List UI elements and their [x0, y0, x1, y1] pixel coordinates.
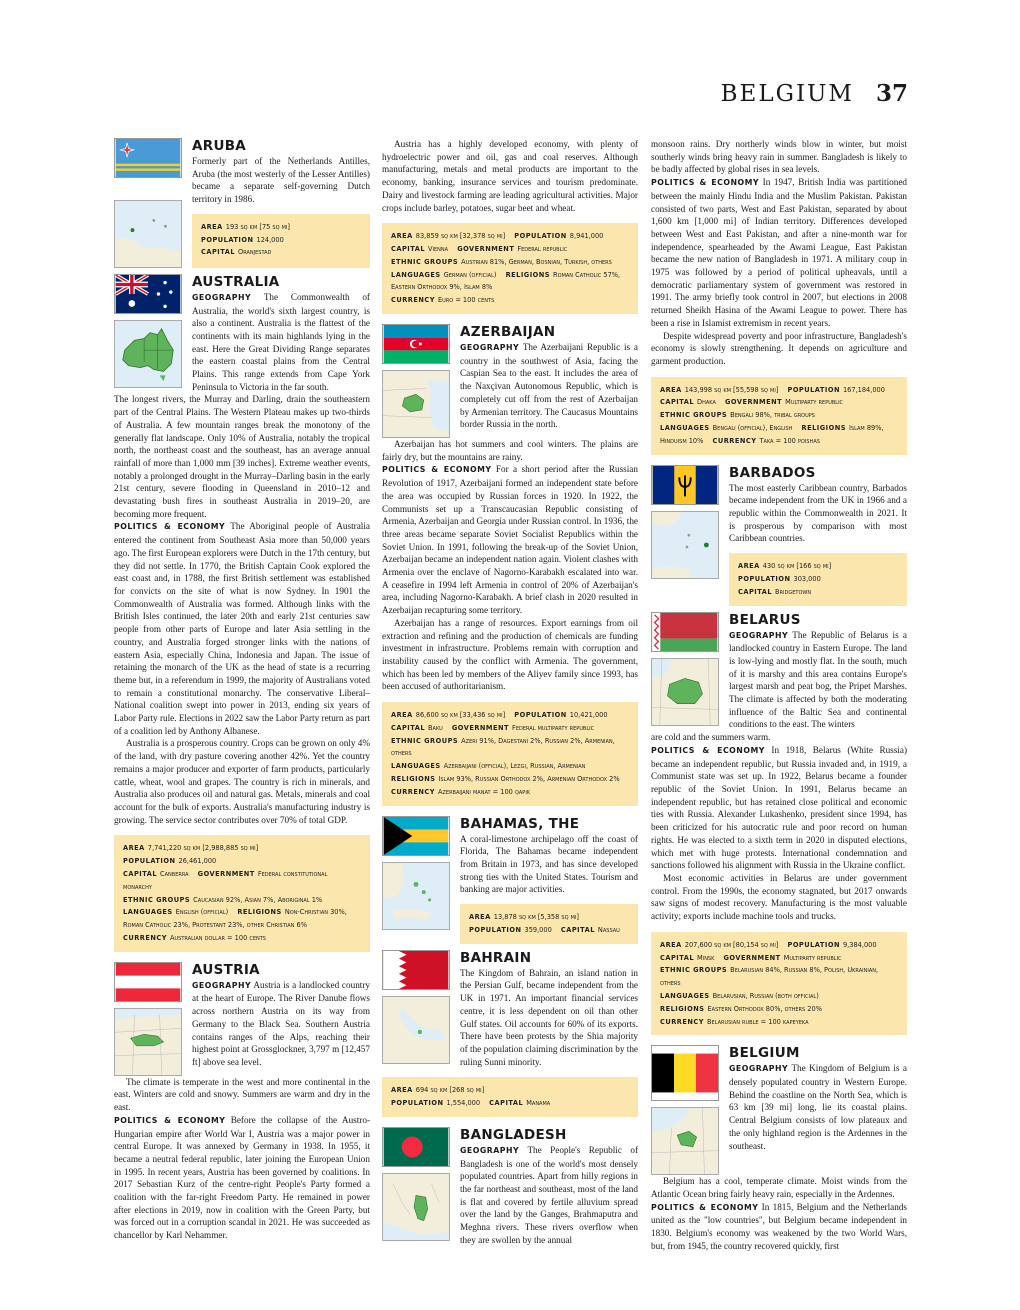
entry-austria [114, 962, 370, 1076]
australia-flag-icon [114, 274, 182, 314]
bangladesh-heading: BANGLADESH [460, 1126, 567, 1143]
bangladesh-flag-icon [382, 1127, 450, 1167]
entry-bahrain [382, 950, 638, 1069]
austria-facts: AREA 83,859 sq km [32,378 sq mi] POPULATION 8,941,000 CAPITAL Vienna GOVERNMENT Federal republic ETHNIC GROUPS Austrian 81%, German, Bosnian, Turkish, others LANGUAGES German (official) RELIGIONS Roman Catholic 57%, Eastern Orthodox 9%, Islam 8% CURRENCY Euro = 100 cents [382, 223, 638, 314]
bangladesh-geography-b: monsoon rains. Dry northerly winds blow in winter, but moist southerly winds bring heavy rain in summer. Bangladesh is likely to be badly affected by global rises in sea levels. [651, 139, 907, 175]
austria-geography-b: The climate is temperate in the west and more continental in the east. Winters are cold and snowy. Summers are warm and dry in the east. [114, 1076, 370, 1113]
entry-belarus [651, 612, 907, 732]
column-2 [382, 138, 638, 1247]
entry-australia [114, 274, 370, 394]
belarus-politics: POLITICS & ECONOMY In 1918, Belarus (White Russia) became an independent republic, but Russia invaded and, in 1919, a Communist state was set up. In 1922, Belarus became a founder republic of the Soviet Union. In 1991, Belarus became an independent republic, but has retained close political and economic ties with Russia. Alexander Lukashenko, president since 1994, has been criticized for his autocratic rule and poor record on human rights. He was elected to a sixth term in 2020 in disputed elections, which met with huge protests. International condemnation and sanctions followed his alignment with Russia in the Ukraine conflict. [651, 744, 908, 871]
page-header [721, 80, 908, 107]
azerbaijan-economy: Azerbaijan has a range of resources. Export earnings from oil extraction and refining and the production of chemicals are funding investment in infrastructure. Problems remain with corruption and instability caused by the conflict with Armenia. The government, which has been led by members of the Aliyev family since 1993, has been accused of authoritarianism. [382, 617, 638, 692]
belgium-geography-a: GEOGRAPHY The Kingdom of Belgium is a densely populated country in Western Europe. Behind the coastline on the North Sea, which is 63 km [39 mi] long, lie its coastal plains. Central Belgium consists of low plateaux and the only highland region is the Ardennes in the southeast. [729, 1063, 907, 1151]
bangladesh-geography-a: GEOGRAPHY The People's Republic of Bangladesh is one of the world's most densely populated countries. Apart from hilly regions in the far northeast and southeast, most of the land is flat and covered by fertile alluvium spread over the land by the Ganges, Brahmaputra and Meghna rivers. These rivers overflow when they are swollen by the annual [460, 1144, 638, 1245]
belarus-map-icon [651, 658, 719, 726]
bangladesh-facts: AREA 143,998 sq km [55,598 sq mi] POPULATION 167,184,000 CAPITAL Dhaka GOVERNMENT Multiparty republic ETHNIC GROUPS Bengali 98%, tribal groups LANGUAGES Bengali (official), English RELIGIONS Islam 89%, Hinduism 10% CURRENCY Taka = 100 poishas [651, 377, 907, 455]
australia-geography-a: GEOGRAPHY The Commonwealth of Australia, the world's sixth largest country, is also a continent. Australia is the flattest of the continents with its main highlands lying in the east. Here the Great Dividing Range separates the eastern coastal plains from the Central Plains. This range extends from Cape York Peninsula to Victoria in the far south. [192, 291, 370, 392]
bahrain-heading: BAHRAIN [460, 949, 532, 966]
aruba-intro: Formerly part of the Netherlands Antilles, Aruba (the most westerly of the Lesser Antilles) became a separate self-governing Dutch territory in 1986. [192, 156, 370, 205]
australia-map-icon [114, 320, 182, 388]
belgium-map-icon [651, 1107, 719, 1175]
australia-facts: AREA 7,741,220 sq km [2,988,885 sq mi] POPULATION 26,461,000 CAPITAL Canberra GOVERNMENT Federal constitutional monarchy ETHNIC GROUPS Caucasian 92%, Asian 7%, Aboriginal 1% LANGUAGES English (official) RELIGIONS Non-Christian 30%, Roman Catholic 23%, Protestant 23%, other Christian 6% CURRENCY Australian dollar = 100 cents [114, 835, 370, 951]
austria-flag-icon [114, 962, 182, 1002]
austria-politics: POLITICS & ECONOMY Before the collapse of the Austro-Hungarian empire after World War I, Austria was a major power in central Europe. It was annexed by Germany in 1938. In 1955, it became a neutral federal republic, later joining the European Union in 1995. In recent years, Austria has been governed by coalitions. In 2017 Sebastian Kurz of the centre-right People's Party formed a coalition with the far-right Freedom Party. He remained in power after elections in 2019, now in coalition with the Green Party, but was forced out in a corruption scandal in 2021. He was succeeded as chancellor by Karl Nehammer. [114, 1114, 371, 1241]
azerbaijan-geography-a: GEOGRAPHY The Azerbaijani Republic is a country in the southwest of Asia, facing the Caspian Sea to the east. It includes the area of the Naxçivan Autonomous Republic, which is completely cut off from the rest of Azerbaijan by Armenian territory. The Caucasus Mountains border Russia in the north. [460, 342, 638, 430]
barbados-facts: AREA 430 sq km [166 sq mi] POPULATION 303,000 CAPITAL Bridgetown [729, 553, 907, 605]
page-number: 37 [875, 80, 908, 107]
entry-aruba [114, 138, 370, 206]
belgium-politics: POLITICS & ECONOMY In 1815, Belgium and the Netherlands united as the "low countries", but Belgium became independent in 1830. Belgium's economy was weakened by the two World Wars, but, from 1945, the country recovered quickly, first [651, 1201, 907, 1251]
bahrain-flag-icon [382, 950, 450, 990]
austria-geography-a: GEOGRAPHY Austria is a landlocked country at the heart of Europe. The River Danube flows across northern Austria on its way from Germany to the Black Sea. Southern Austria contains ranges of the Alps, reaching their highest point at Grossglockner, 3,797 m [12,457 ft] above sea level. [192, 979, 370, 1067]
bahamas-map-icon [382, 862, 450, 930]
belarus-geography-b: are cold and the summers warm. [651, 732, 771, 743]
belarus-heading: BELARUS [729, 611, 801, 628]
entry-bahamas [382, 816, 638, 944]
australia-heading: AUSTRALIA [192, 273, 280, 290]
bahamas-facts: AREA 13,878 sq km [5,358 sq mi] POPULATION 359,000 CAPITAL Nassau [460, 904, 638, 944]
belarus-economy: Most economic activities in Belarus are under government control. From the 1990s, the economy stagnated, but 2017 onwards saw signs of modest recovery. Manufacturing is the most valuable activity; exports include machine tools and trucks. [651, 872, 907, 922]
belgium-heading: BELGIUM [729, 1045, 800, 1062]
belarus-facts: AREA 207,600 sq km [80,154 sq mi] POPULATION 9,384,000 CAPITAL Minsk GOVERNMENT Multiparty republic ETHNIC GROUPS Belarusian 84%, Russian 8%, Polish, Ukrainian, others LANGUAGES Belarusian, Russian (both official) RELIGIONS Eastern Orthodox 80%, others 20% CURRENCY Belarusian ruble = 100 kapeyeka [651, 932, 907, 1036]
bahamas-intro: A coral-limestone archipelago off the coast of Florida, The Bahamas became independent from Britain in 1973, and has since developed strong ties with the United States. Tourism and banking are major activities. [460, 833, 638, 895]
aruba-map-icon [114, 200, 182, 268]
bahamas-heading: BAHAMAS, THE [460, 815, 580, 832]
austria-economy: Austria has a highly developed economy, with plenty of hydroelectric power and oil, gas and coal reserves. Although manufacturing, metals and metal products are important to the economy, banking, insurance services and tourism predominate. Dairy and livestock farming are leading agricultural activities. Major crops include barley, potatoes, sugar beet and wheat. [382, 139, 638, 213]
bahrain-facts: AREA 694 sq km [268 sq mi] POPULATION 1,554,000 CAPITAL Manama [382, 1077, 638, 1117]
belarus-geography-a: GEOGRAPHY The Republic of Belarus is a landlocked country in Eastern Europe. The land is low-lying and mostly flat. In the south, much of it is marshy and this area contains Europe's largest marsh and peat bog, the Pripet Marshes. The climate is affected by both the moderating influence of the Baltic Sea and continental conditions to the east. The winters [729, 629, 907, 730]
belgium-flag-icon [651, 1045, 719, 1101]
barbados-map-icon [651, 511, 719, 579]
entry-belgium [651, 1045, 907, 1175]
azerbaijan-flag-icon [382, 324, 450, 364]
bahrain-intro: The Kingdom of Bahrain, an island nation in the Persian Gulf, became independent from the UK in 1971. An important financial services centre, it is less dependent on oil than other Gulf states. Oil accounts for 60% of its exports. There have been protests by the Shia majority of the population claiming discrimination by the ruling Sunni minority. [460, 967, 638, 1067]
entry-barbados [651, 465, 907, 606]
aruba-heading: ARUBA [192, 138, 247, 154]
entry-bangladesh [382, 1127, 638, 1247]
austria-heading: AUSTRIA [192, 961, 260, 978]
belgium-geography-b: Belgium has a cool, temperate climate. Moist winds from the Atlantic Ocean bring fairly heavy rain, especially in the Ardennes. [651, 1176, 907, 1199]
azerbaijan-map-icon [382, 370, 450, 438]
azerbaijan-heading: AZERBAIJAN [460, 324, 556, 340]
azerbaijan-politics: POLITICS & ECONOMY For a short period after the Russian Revolution of 1917, Azerbaijani formed an independent state before the area was occupied by Russian forces in 1920. In 1922, the Communists set up a Transcaucasian Republic consisting of Armenia, Azerbaijan and Georgia under Russian control. In 1936, the three areas became separate Soviet Socialist Republics within the Soviet Union. In 1991, following the break-up of the Soviet Union, Azerbaijan became an independent nation again. Violent clashes with Armenia over the enclave of Nagorno-Karabakh escalated into war. A ceasefire in 1994 left Armenia in control of 20% of Azerbaijan's area, including Nagorno-Karabakh. A brief clash in 2020 resulted in Azerbaijan recapturing some territory. [382, 464, 638, 616]
austria-map-icon [114, 1008, 182, 1076]
aruba-flag-icon [114, 138, 182, 178]
barbados-heading: BARBADOS [729, 464, 816, 481]
column-3 [651, 138, 907, 1253]
column-1 [114, 138, 370, 1242]
bahamas-flag-icon [382, 816, 450, 856]
bangladesh-economy: Despite widespread poverty and poor infrastructure, Bangladesh's economy is slowly strengthening. It depends on agriculture and garment production. [651, 330, 907, 366]
azerbaijan-facts: AREA 86,600 sq km [33,436 sq mi] POPULATION 10,421,000 CAPITAL Baku GOVERNMENT Federal multiparty republic ETHNIC GROUPS Azeri 91%, Dagestani 2%, Russian 2%, Armenian, others LANGUAGES Azerbaijani (official), Lezgi, Russian, Armenian RELIGIONS Islam 93%, Russian Orthodox 2%, Armenian Orthodox 2% CURRENCY Azerbaijani manat = 100 qapik [382, 702, 638, 806]
bahrain-map-icon [382, 996, 450, 1064]
barbados-intro: The most easterly Caribbean country, Barbados became independent from the UK in 1966 and a republic within the Commonwealth in 2021. It is prosperous by comparison with most Caribbean countries. [729, 482, 907, 544]
australia-economy: Australia is a prosperous country. Crops can be grown on only 4% of the land, with dry pasture covering another 42%. Yet the country remains a major producer and exporter of farm products, particularly cattle, wheat, wool and grapes. The country is rich in minerals, and Australia also produces oil and natural gas. Metals, minerals and coal account for the bulk of exports. Australia's manufacturing industry is growing. The service sector contributes over 70% of total GDP. [114, 738, 370, 825]
barbados-flag-icon [651, 465, 719, 505]
header-country: BELGIUM [720, 81, 854, 107]
belarus-flag-icon [651, 612, 719, 652]
azerbaijan-geography-b: Azerbaijan has hot summers and cool winters. The plains are fairly dry, but the mountains are rainy. [382, 439, 638, 462]
australia-politics: POLITICS & ECONOMY The Aboriginal people of Australia entered the continent from Southeast Asia more than 50,000 years ago. The first European explorers were Dutch in the 17th century, but they did not settle. In 1770, the British Captain Cook explored the east coast and, in 1788, the first British settlement was established for convicts on the site of what is now Sydney. In 1901 the Commonwealth of Australia was formed. Although links with the British Isles continued, the later 20th and early 21st centuries saw people from other parts of Europe and later Asia settling in the country, and Australia forged stronger links with the nations of eastern Asia, especially China, Indonesia and Japan. The issue of retaining the monarch of the UK as the head of state is a recurring theme but, in a referendum in 1999, the majority of Australians voted to remain a constitutional monarchy. The conservative Liberal–National coalition swept into power in 2013, ending six years of Labor Party rule. Elections in 2022 saw the Labor Party return as part of a coalition led by Anthony Albanese. [114, 521, 370, 736]
australia-geography-b: The longest rivers, the Murray and Darling, drain the southeastern part of the Central Plains. The Western Plateau makes up two-thirds of Australia. A few mountain ranges break the monotony of the generally flat landscape. Only 10% of Australia, notably the tropical north, the northeast coast and the southeast, has an average annual rainfall of more than 1,000 mm [39 inches]. Extreme weather events, notably a prolonged drought in the Murray–Darling basin in the early 21st century, severe flooding in Queensland in 2010–12 and devastating bush fires in southeast Australia in 2019–20, are becoming more frequent. [114, 394, 370, 519]
aruba-facts: AREA 193 sq km [75 sq mi] POPULATION 124,000 CAPITAL Oranjestad [192, 214, 370, 268]
entry-azerbaijan [382, 324, 638, 438]
bangladesh-politics: POLITICS & ECONOMY In 1947, British India was partitioned between the mainly Hindu India and the Muslim Pakistan. Pakistan consisted of two parts, West and East Pakistan, separated by about 1,600 km [1,000 mi] of Indian territory. Differences developed between West and East Pakistan, and after a nine-month war for independence, spearheaded by the Awami League, East Pakistan became the new nation of Bangladesh in 1971. A military coup in 1975 was followed by a period of political upheavals, until a democratic parliamentary system of government was restored in 1991. The army briefly took control in 2007, but elections in 2008 returned Sheikh Hasina of the Awami League to power. There has been a rise in Islamist extremism in recent years. [651, 177, 908, 328]
bangladesh-map-icon [382, 1173, 450, 1241]
